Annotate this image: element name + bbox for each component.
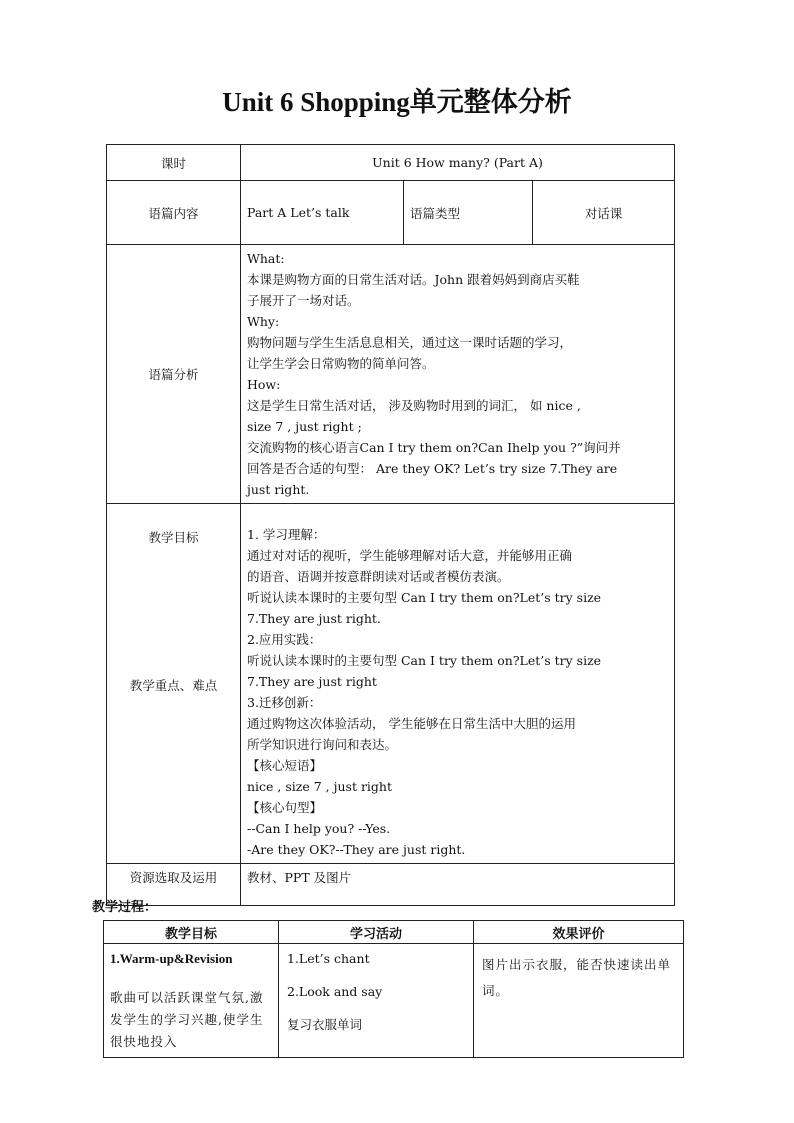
resources-value: 教材、PPT 及图片 <box>241 864 675 906</box>
goal-line: 的语音、语调并按意群朗读对话或者模仿表演。 <box>247 569 510 584</box>
goal-keypoint-labels <box>107 504 241 864</box>
goal-content <box>241 504 675 864</box>
page-title: Unit 6 Shopping单元整体分析 <box>222 87 572 117</box>
content-value: Part A Let’s talk <box>241 181 404 245</box>
goal-line: 3.迁移创新： <box>247 695 322 710</box>
analysis-content <box>241 245 675 504</box>
activity-item: 2.Look and say <box>287 984 383 999</box>
goal-line: 通过对对话的视听，学生能够理解对话大意，并能够用正确 <box>247 548 573 563</box>
goal-line: 【核心句型】 <box>247 800 323 815</box>
resources-label: 资源选取及运用 <box>107 864 241 906</box>
activity-item: 1.Let’s chant <box>287 951 370 966</box>
process-header-goal: 教学目标 <box>104 921 279 944</box>
analysis-line: 本课是购物方面的日常生活对话。John 跟着妈妈到商店买鞋 <box>247 272 580 287</box>
analysis-line: What: <box>247 251 285 266</box>
analysis-label: 语篇分析 <box>107 245 241 504</box>
goal-line: --Can I help you? --Yes. <box>247 821 391 836</box>
type-value: 对话课 <box>533 181 675 245</box>
goal-line: 2.应用实践： <box>247 632 322 647</box>
warmup-title: 1.Warm-up&Revision <box>110 951 233 966</box>
goal-line: 通过购物这次体验活动， 学生能够在日常生活中大胆的运用 <box>247 716 576 731</box>
goal-line: -Are they OK?--They are just right. <box>247 842 466 857</box>
goal-line: 所学知识进行询问和表达。 <box>247 737 398 752</box>
process-header-evaluation: 效果评价 <box>474 921 684 944</box>
process-header-activity: 学习活动 <box>279 921 474 944</box>
warmup-description: 歌曲可以活跃课堂气氛,激发学生的学习兴趣,使学生很快地投入 <box>110 990 264 1049</box>
type-label: 语篇类型 <box>404 181 533 245</box>
analysis-line: 这是学生日常生活对话， 涉及购物时用到的词汇， 如 nice , <box>247 398 581 413</box>
goal-line: 听说认读本课时的主要句型 Can I try them on?Let’s try size <box>247 590 602 605</box>
process-evaluation-cell: 图片出示衣服，能否快速读出单词。 <box>474 944 684 1058</box>
process-activity-cell <box>279 944 474 1058</box>
analysis-line: Why: <box>247 314 280 329</box>
analysis-line: 让学生学会日常购物的简单问答。 <box>247 356 435 371</box>
analysis-line: 交流购物的核心语言Can I try them on?Can Ihelp you ?”询问并 <box>247 440 621 455</box>
analysis-line: size 7 , just right ; <box>247 419 362 434</box>
analysis-line: How: <box>247 377 281 392</box>
keypoints-label: 教学重点、难点 <box>129 678 218 693</box>
goal-line: nice , size 7 , just right <box>247 779 392 794</box>
goal-line: 听说认读本课时的主要句型 Can I try them on?Let’s try size <box>247 653 602 668</box>
lesson-label: 课时 <box>107 145 241 181</box>
process-heading: 教学过程： <box>92 900 158 915</box>
activity-item: 复习衣服单词 <box>287 1017 363 1032</box>
unit-analysis-table <box>106 144 675 906</box>
process-goal-cell <box>104 944 279 1058</box>
goal-line: 1. 学习理解： <box>247 527 326 542</box>
process-table <box>103 920 684 1058</box>
goal-line: 【核心短语】 <box>247 758 323 773</box>
goal-line: 7.They are just right. <box>247 611 381 626</box>
lesson-value: Unit 6 How many? (Part A) <box>241 145 675 181</box>
goal-label: 教学目标 <box>148 530 199 545</box>
analysis-line: just right. <box>247 482 310 497</box>
analysis-line: 购物问题与学生生活息息相关，通过这一课时话题的学习， <box>247 335 573 350</box>
analysis-line: 子展开了一场对话。 <box>247 293 360 308</box>
content-label: 语篇内容 <box>107 181 241 245</box>
goal-line: 7.They are just right <box>247 674 377 689</box>
analysis-line: 回答是否合适的句型： Are they OK? Let’s try size 7.They are <box>247 461 618 476</box>
